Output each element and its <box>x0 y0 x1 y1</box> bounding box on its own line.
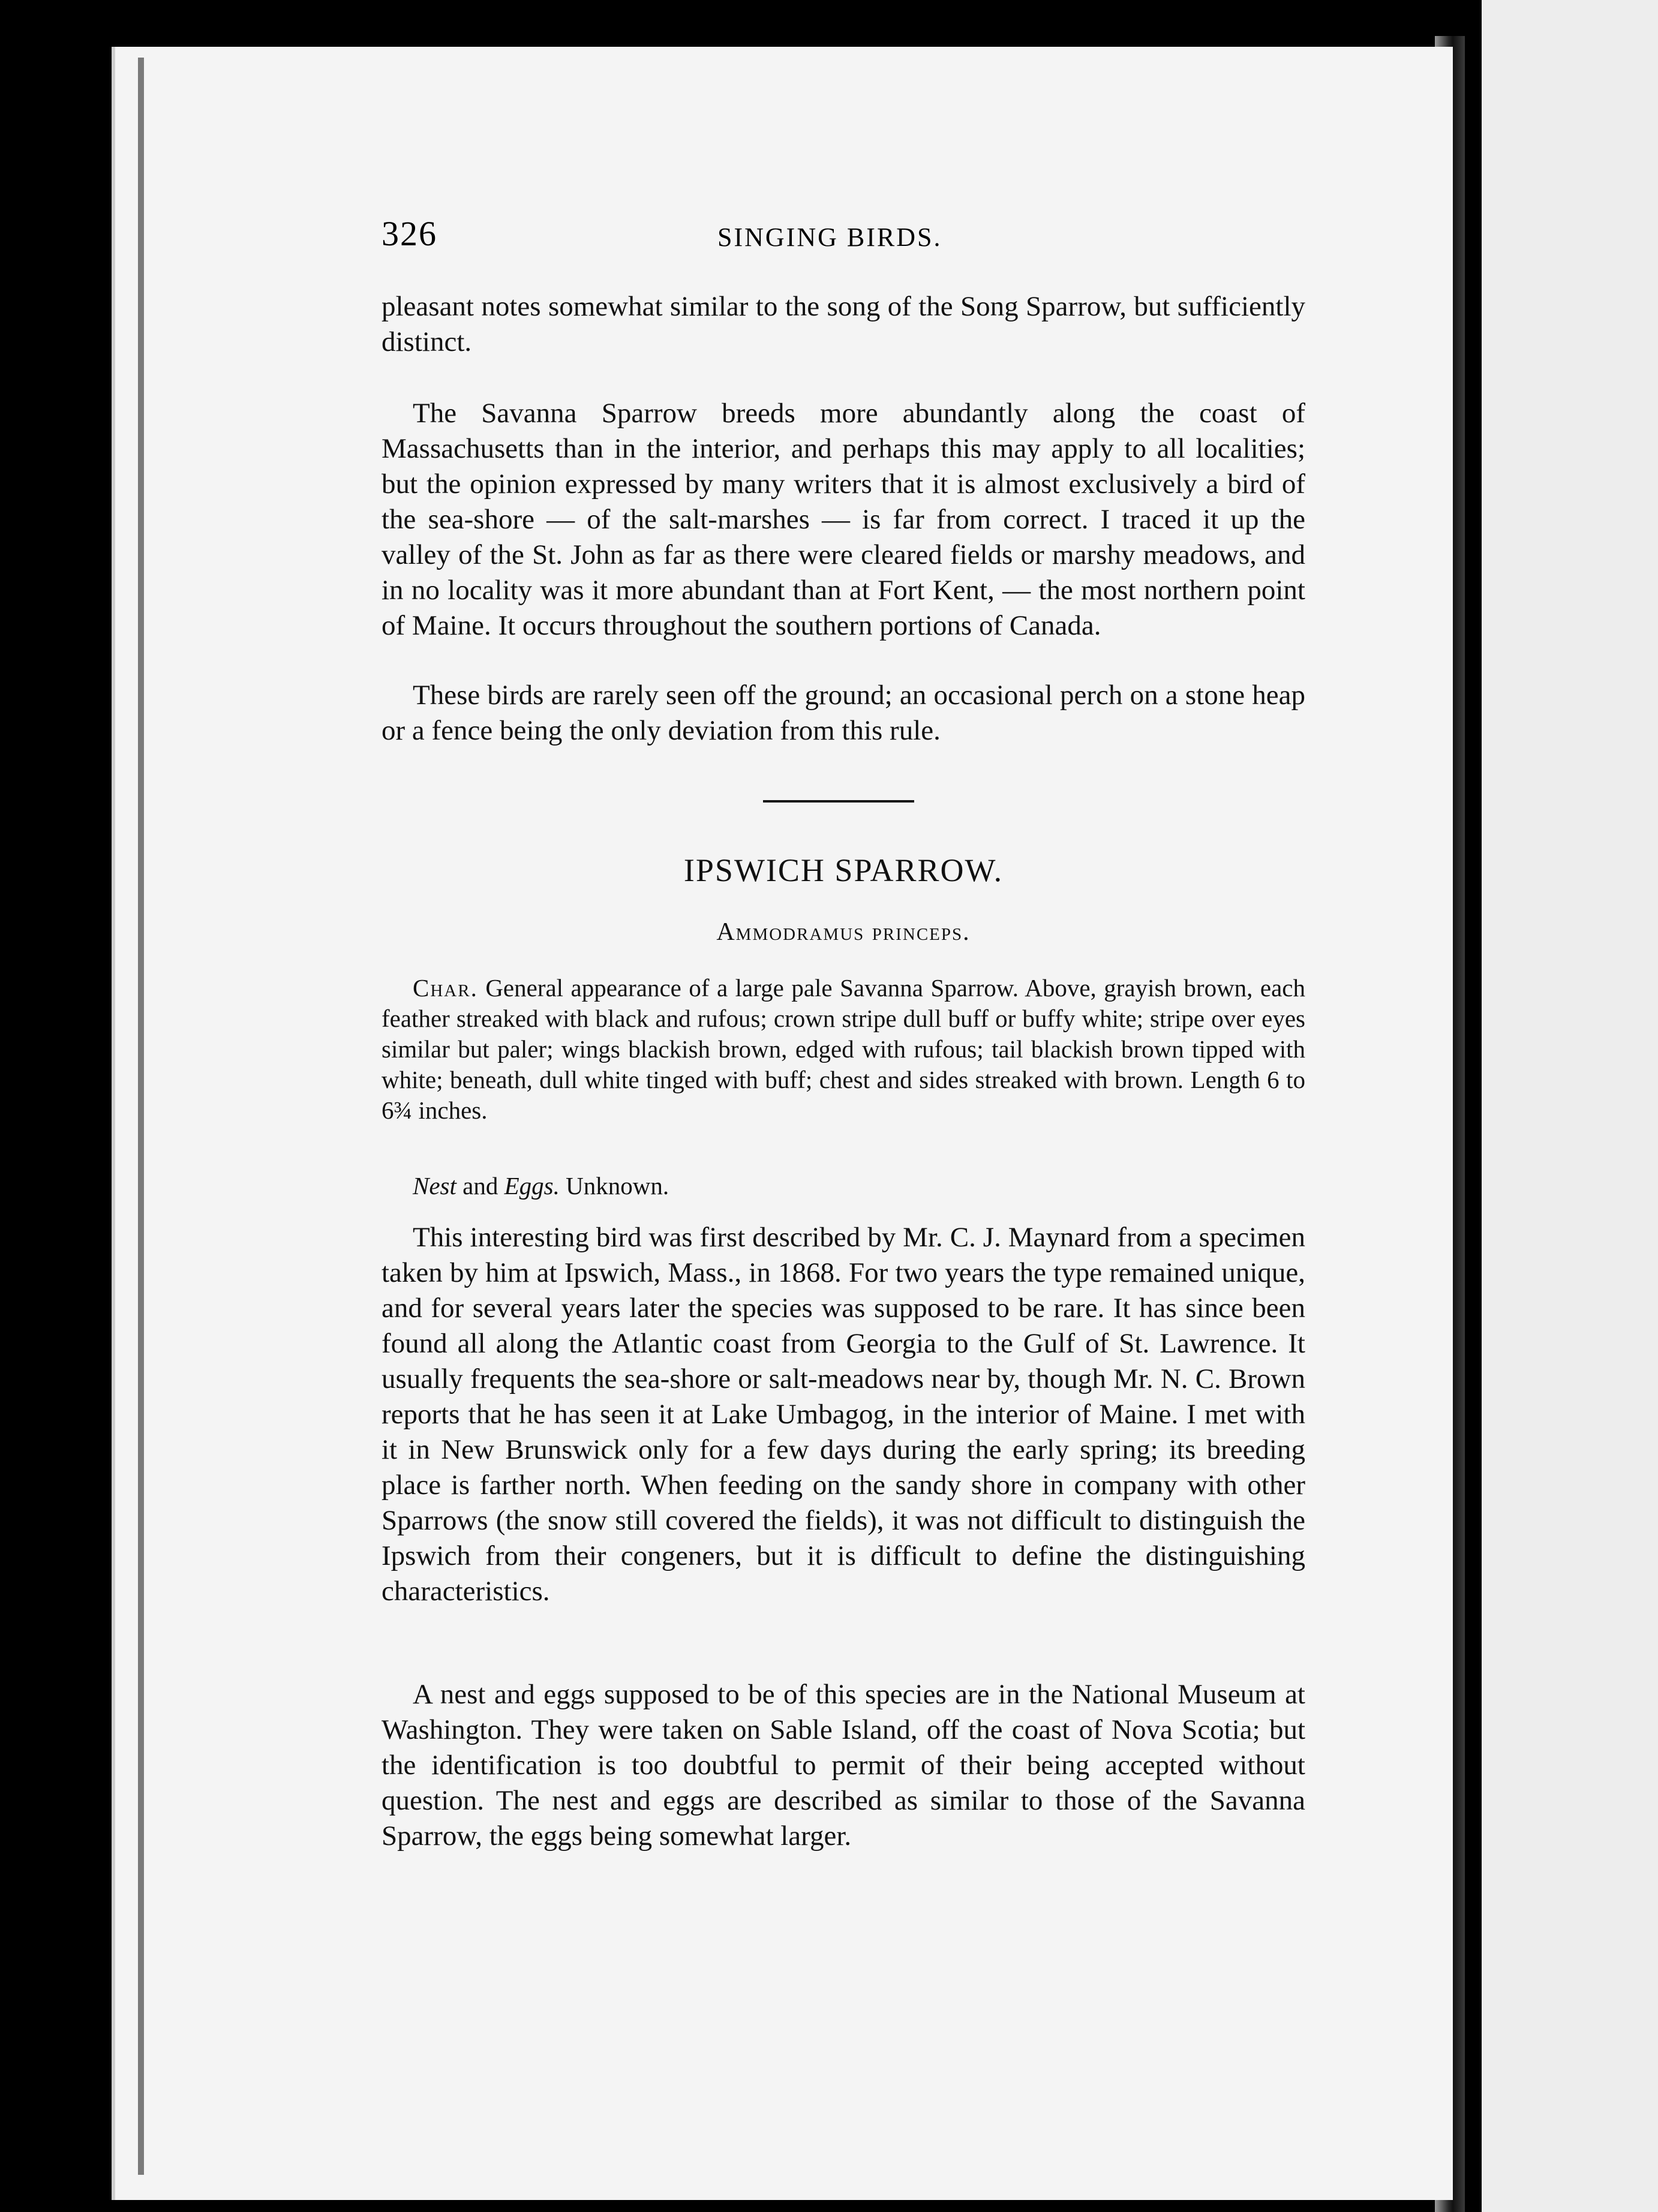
paragraph-savanna-habits: These birds are rarely seen off the ground; an occasional perch on a stone heap or a fence being the only deviation from this rule. <box>382 680 1305 746</box>
running-head <box>382 214 1305 256</box>
char-text: General appearance of a large pale Savanna Sparrow. Above, grayish brown, each feather streaked with black and rufous; crown stripe dull buff or buffy white; stripe over eyes similar but paler; wings blackish brown, edged with rufous; tail blackish brown tipped with white; beneath, dull white tinged with buff; chest and sides streaked with brown. Length 6 to 6¾ inches. <box>382 974 1306 1124</box>
nest-eggs-line <box>382 1171 1305 1201</box>
species-title: IPSWICH SPARROW. <box>683 852 1004 888</box>
char-label: Char. <box>413 974 478 1002</box>
page-edge <box>138 58 144 2175</box>
nest-label: Nest <box>413 1172 456 1200</box>
running-title: SINGING BIRDS. <box>717 223 942 252</box>
paragraph-savanna-range: The Savanna Sparrow breeds more abundantly along the coast of Massachusetts than in the interior, and perhaps this may apply to all localities; but the opinion expressed by many writers that it is almost exclusively a bird of the sea-shore — of the salt-marshes — is far from correct. I traced it up the valley of the St. John as far as there were cleared fields or marshy meadows, and in no locality was it more abundant than at Fort Kent, — the most northern point of Maine. It occurs throughout the southern portions of Canada. <box>382 398 1305 641</box>
eggs-label: Eggs. <box>504 1172 560 1200</box>
paragraph-continuation: pleasant notes somewhat similar to the song of the Song Sparrow, but sufficiently distinct. <box>382 291 1305 357</box>
scientific-name: Ammodramus princeps. <box>716 918 971 946</box>
paragraph-ipswich-nest: A nest and eggs supposed to be of this species are in the National Museum at Washington. They were taken on Sable Island, off the coast of Nova Scotia; but the identification is too doubtful to permit of their being accepted without question. The nest and eggs are described as similar to those of the Savanna Sparrow, the eggs being somewhat larger. <box>382 1679 1305 1852</box>
facing-page <box>1482 0 1658 2212</box>
nest-value: Unknown. <box>566 1172 669 1200</box>
section-divider <box>763 800 914 803</box>
paragraph-ipswich-discovery: This interesting bird was first described by Mr. C. J. Maynard from a specimen taken by him at Ipswich, Mass., in 1868. For two years the type remained unique, and for several years later the species was supposed to be rare. It has since been found all along the Atlantic coast from Georgia to the Gulf of St. Lawrence. It usually frequents the sea-shore or salt-meadows near by, though Mr. N. C. Brown reports that he has seen it at Lake Umbagog, in the interior of Maine. I met with it in New Brunswick only for a few days during the early spring; its breeding place is farther north. When feeding on the sandy shore in company with other Sparrows (the snow still covered the fields), it was not difficult to distinguish the Ipswich from their congeners, but it is difficult to define the distinguishing characteristics. <box>382 1222 1305 1607</box>
characteristics-paragraph <box>382 973 1305 1126</box>
page-number: 326 <box>382 214 437 253</box>
and-word: and <box>462 1172 498 1200</box>
